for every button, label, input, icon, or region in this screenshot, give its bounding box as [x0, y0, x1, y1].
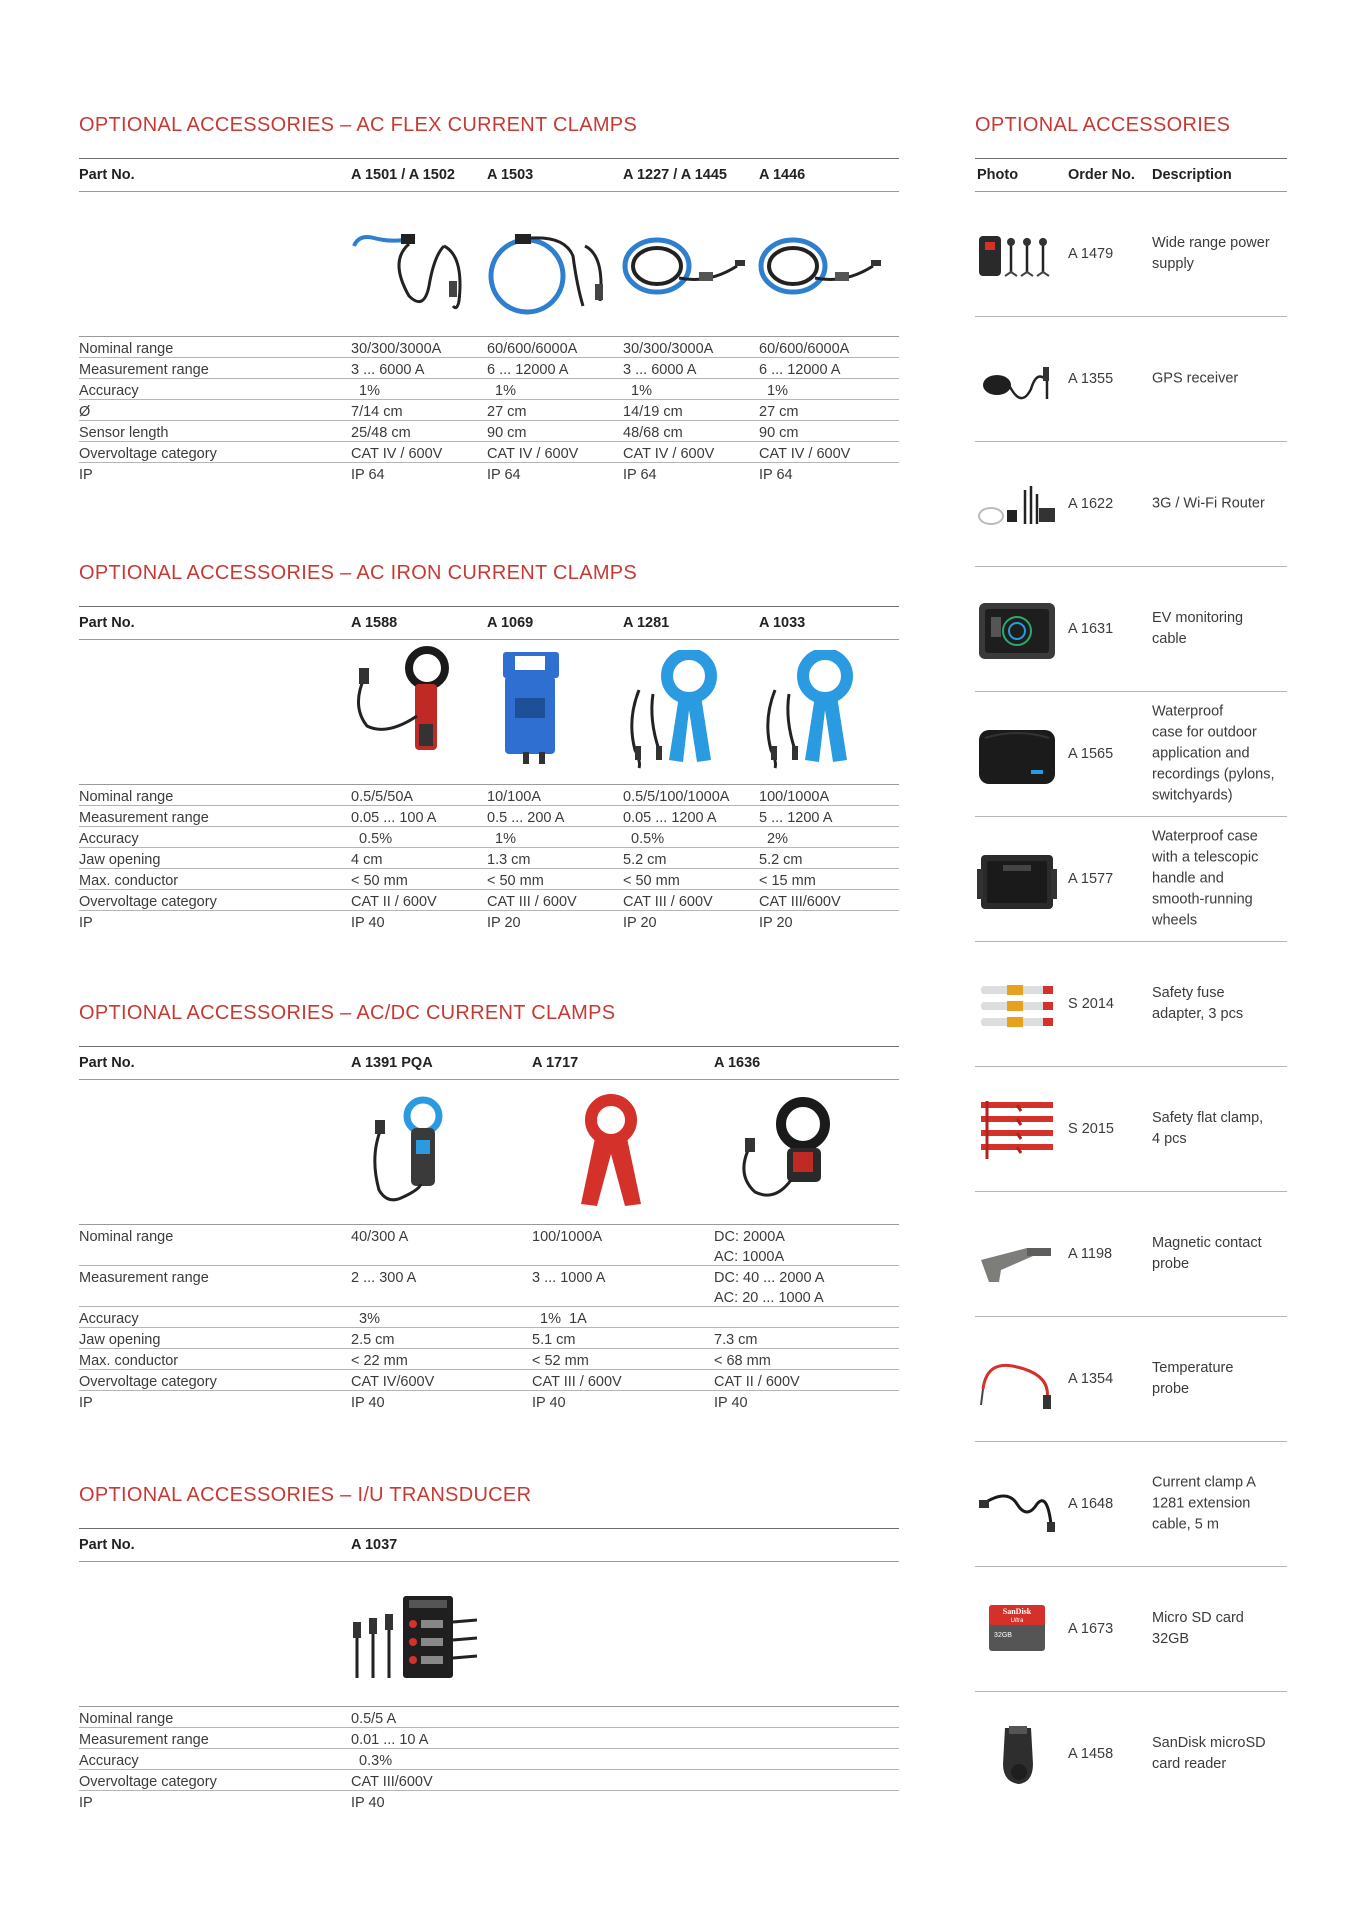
spec-row	[79, 806, 899, 827]
row-value: 1%	[351, 383, 381, 399]
iron-clamp-red-icon	[347, 646, 457, 776]
description: EV monitoring cable	[1152, 610, 1244, 647]
accessory-row	[975, 317, 1287, 442]
order-number: A 1565	[1068, 746, 1114, 762]
spec-row	[79, 1770, 899, 1791]
row-value: CAT II / 600V	[714, 1374, 800, 1390]
header-part-no: Part No.	[79, 615, 135, 631]
description: Safety flat clamp, 4 pcs	[1152, 1110, 1264, 1147]
spec-row	[79, 1391, 899, 1411]
row-value: 2.5 cm	[351, 1332, 395, 1348]
row-label: Nominal range	[79, 1711, 174, 1727]
spec-row	[79, 358, 899, 379]
row-value: 0.5/5/100/1000A	[623, 789, 730, 805]
order-number: S 2014	[1068, 996, 1114, 1012]
row-label: Overvoltage category	[79, 894, 217, 910]
row-value: 1%	[487, 831, 517, 847]
row-value: 5.2 cm	[759, 852, 803, 868]
row-label: Jaw opening	[79, 1332, 161, 1348]
description: GPS receiver	[1152, 370, 1239, 387]
row-value: CAT IV / 600V	[623, 446, 715, 462]
flex-spec-table	[79, 158, 899, 483]
row-label: Accuracy	[79, 1311, 139, 1327]
row-label: Sensor length	[79, 425, 169, 441]
row-value: < 50 mm	[623, 873, 680, 889]
description: SanDisk microSD card reader	[1152, 1735, 1266, 1772]
sd-card-icon	[977, 1599, 1057, 1663]
row-value: CAT III/600V	[351, 1774, 433, 1790]
spec-row	[79, 1370, 899, 1391]
row-value: 27 cm	[759, 404, 799, 420]
spec-row	[79, 463, 899, 483]
header-col: A 1227 / A 1445	[623, 167, 727, 183]
acdc-clamp-red-icon	[571, 1094, 651, 1210]
row-value: 40/300 A	[351, 1229, 409, 1245]
row-value: 0.05 ... 100 A	[351, 810, 437, 826]
card-reader-icon	[977, 1724, 1057, 1788]
spec-row	[79, 379, 899, 400]
row-value: 4 cm	[351, 852, 383, 868]
row-label: Measurement range	[79, 1732, 209, 1748]
order-number: A 1622	[1068, 496, 1114, 512]
header-photo: Photo	[977, 167, 1019, 183]
row-value: IP 64	[487, 467, 521, 483]
table-header	[79, 1529, 899, 1562]
spec-row	[79, 1328, 899, 1349]
row-value: 60/600/6000A	[759, 341, 850, 357]
row-value: 5.1 cm	[532, 1332, 576, 1348]
sd-line: Ultra	[1010, 1618, 1024, 1624]
row-value: 7.3 cm	[714, 1332, 758, 1348]
order-number: A 1631	[1068, 621, 1114, 637]
accessory-row	[975, 1567, 1287, 1692]
spec-row	[79, 1707, 899, 1728]
iron-spec-table	[79, 606, 899, 931]
row-value: CAT IV / 600V	[351, 446, 443, 462]
spec-row	[79, 911, 899, 931]
row-value: 14/19 cm	[623, 404, 683, 420]
description: Magnetic contact probe	[1152, 1235, 1262, 1272]
accessories-section-title: OPTIONAL ACCESSORIES	[975, 114, 1231, 136]
row-value: 6 ... 12000 A	[487, 362, 569, 378]
row-value: 7/14 cm	[351, 404, 403, 420]
order-number: A 1458	[1068, 1746, 1114, 1762]
row-value: 30/300/3000A	[623, 341, 714, 357]
product-photos	[79, 1562, 899, 1707]
row-value: < 50 mm	[487, 873, 544, 889]
row-label: Nominal range	[79, 341, 174, 357]
row-value: 2%	[759, 831, 789, 847]
order-number: A 1673	[1068, 1621, 1114, 1637]
header-description: Description	[1152, 167, 1232, 183]
row-label: Nominal range	[79, 789, 174, 805]
row-value: CAT III / 600V	[487, 894, 577, 910]
spec-row	[79, 827, 899, 848]
row-value: 90 cm	[487, 425, 527, 441]
row-label: Max. conductor	[79, 1353, 179, 1369]
row-value: 5.2 cm	[623, 852, 667, 868]
row-value: 3 ... 6000 A	[623, 362, 697, 378]
accessory-row	[975, 1317, 1287, 1442]
order-number: A 1355	[1068, 371, 1114, 387]
header-col: A 1033	[759, 615, 806, 631]
row-value: DC: 40 ... 2000 A AC: 20 ... 1000 A	[714, 1270, 825, 1306]
row-value: CAT II / 600V	[351, 894, 437, 910]
table-header	[975, 159, 1287, 192]
hard-case-icon	[977, 849, 1057, 913]
header-part-no: Part No.	[79, 1055, 135, 1071]
header-part-no: Part No.	[79, 167, 135, 183]
row-value: 100/1000A	[532, 1229, 603, 1245]
iron-clamp-blue-icon	[483, 648, 583, 768]
row-value: 1%	[487, 383, 517, 399]
row-value: 30/300/3000A	[351, 341, 442, 357]
row-value: 5 ... 1200 A	[759, 810, 833, 826]
flex-coil-blue-black-large-icon	[755, 226, 885, 306]
row-value: 1%	[623, 383, 653, 399]
spec-row	[79, 890, 899, 911]
row-value: 0.5/5 A	[351, 1711, 397, 1727]
header-col: A 1037	[351, 1537, 398, 1553]
row-value: < 68 mm	[714, 1353, 771, 1369]
product-photos	[79, 1080, 899, 1225]
row-value: 0.5%	[351, 831, 393, 847]
row-value: IP 40	[532, 1395, 566, 1411]
header-col: A 1588	[351, 615, 398, 631]
row-value: 3 ... 6000 A	[351, 362, 425, 378]
header-col: A 1636	[714, 1055, 761, 1071]
row-value: 0.5%	[623, 831, 665, 847]
sd-capacity: 32GB	[994, 1632, 1012, 1639]
row-value: CAT III/600V	[759, 894, 841, 910]
iron-section-title: OPTIONAL ACCESSORIES – AC IRON CURRENT CLAMPS	[79, 562, 638, 584]
accessory-row	[975, 1692, 1287, 1816]
accessories-table	[975, 158, 1287, 1816]
row-value: < 52 mm	[532, 1353, 589, 1369]
row-label: Nominal range	[79, 1229, 174, 1245]
row-label: Jaw opening	[79, 852, 161, 868]
spec-row	[79, 1266, 899, 1307]
order-number: A 1648	[1068, 1496, 1114, 1512]
accessory-row	[975, 817, 1287, 942]
temperature-probe-icon	[977, 1349, 1057, 1413]
row-label: Overvoltage category	[79, 1774, 217, 1790]
spec-row	[79, 1307, 899, 1328]
row-value: 1.3 cm	[487, 852, 531, 868]
row-label: IP	[79, 915, 93, 931]
accessory-row	[975, 1067, 1287, 1192]
order-number: S 2015	[1068, 1121, 1114, 1137]
row-value: DC: 2000A AC: 1000A	[714, 1229, 785, 1265]
description: Temperature probe	[1152, 1360, 1234, 1397]
header-col: A 1503	[487, 167, 534, 183]
description: Safety fuse adapter, 3 pcs	[1152, 985, 1244, 1022]
row-label: IP	[79, 467, 93, 483]
header-col: A 1281	[623, 615, 670, 631]
description: Micro SD card 32GB	[1152, 1610, 1244, 1647]
header-col: A 1501 / A 1502	[351, 167, 455, 183]
row-value: 0.01 ... 10 A	[351, 1732, 429, 1748]
router-icon	[977, 474, 1057, 538]
row-value: 27 cm	[487, 404, 527, 420]
flat-clamp-icon	[977, 1099, 1057, 1163]
row-label: Measurement range	[79, 362, 209, 378]
row-value: 2 ... 300 A	[351, 1270, 417, 1286]
row-value: IP 40	[351, 915, 385, 931]
description: Waterproof case for outdoor application and recordings (pylons, switchyards)	[1152, 703, 1275, 804]
row-value: 3%	[351, 1311, 381, 1327]
description: 3G / Wi-Fi Router	[1152, 495, 1265, 512]
row-value: 1%	[759, 383, 789, 399]
description: Waterproof case with a telescopic handle and smooth-running wheels	[1152, 828, 1259, 929]
row-label: Overvoltage category	[79, 446, 217, 462]
row-value: CAT IV / 600V	[759, 446, 851, 462]
flex-coil-black-icon	[349, 226, 479, 316]
row-value: 1% 1A	[532, 1311, 587, 1327]
sd-brand: SanDisk	[1002, 1607, 1032, 1616]
row-value: 25/48 cm	[351, 425, 411, 441]
accessory-row	[975, 192, 1287, 317]
header-part-no: Part No.	[79, 1537, 135, 1553]
spec-row	[79, 1728, 899, 1749]
spec-row	[79, 1791, 899, 1811]
row-value: 48/68 cm	[623, 425, 683, 441]
spec-row	[79, 1749, 899, 1770]
fuse-adapter-icon	[977, 974, 1057, 1038]
table-header	[79, 159, 899, 192]
soft-case-icon	[977, 724, 1057, 788]
row-value: CAT III / 600V	[623, 894, 713, 910]
spec-row	[79, 1225, 899, 1266]
row-label: Measurement range	[79, 810, 209, 826]
row-value: 0.5/5/50A	[351, 789, 414, 805]
row-label: Accuracy	[79, 1753, 139, 1769]
row-label: Measurement range	[79, 1270, 209, 1286]
row-value: IP 40	[351, 1795, 385, 1811]
acdc-clamp-large-icon	[731, 1094, 841, 1210]
row-label: IP	[79, 1395, 93, 1411]
description: Current clamp A 1281 extension cable, 5 m	[1152, 1474, 1256, 1533]
extension-cable-icon	[977, 1474, 1057, 1538]
iron-clamp-cyan-large-icon	[755, 650, 865, 770]
row-value: 100/1000A	[759, 789, 830, 805]
row-value: 60/600/6000A	[487, 341, 578, 357]
iu-section-title: OPTIONAL ACCESSORIES – I/U TRANSDUCER	[79, 1484, 532, 1506]
row-value: 0.5 ... 200 A	[487, 810, 565, 826]
spec-row	[79, 421, 899, 442]
order-number: A 1479	[1068, 246, 1114, 262]
acdc-section-title: OPTIONAL ACCESSORIES – AC/DC CURRENT CLAMPS	[79, 1002, 616, 1024]
row-value: < 50 mm	[351, 873, 408, 889]
row-value: IP 20	[487, 915, 521, 931]
table-header	[79, 607, 899, 640]
spec-row	[79, 337, 899, 358]
iron-clamp-cyan-icon	[619, 650, 729, 770]
row-value: < 15 mm	[759, 873, 816, 889]
row-label: IP	[79, 1795, 93, 1811]
row-label: Max. conductor	[79, 873, 179, 889]
spec-row	[79, 400, 899, 421]
description: Wide range power supply	[1152, 235, 1270, 272]
row-value: IP 40	[351, 1395, 385, 1411]
row-value: 3 ... 1000 A	[532, 1270, 606, 1286]
accessory-row	[975, 692, 1287, 817]
row-value: 90 cm	[759, 425, 799, 441]
row-value: CAT IV/600V	[351, 1374, 435, 1390]
iu-spec-table	[79, 1528, 899, 1811]
row-label: Overvoltage category	[79, 1374, 217, 1390]
row-value: 0.05 ... 1200 A	[623, 810, 717, 826]
row-value: < 22 mm	[351, 1353, 408, 1369]
header-col: A 1069	[487, 615, 534, 631]
row-value: 10/100A	[487, 789, 542, 805]
row-value: IP 40	[714, 1395, 748, 1411]
accessory-row	[975, 567, 1287, 692]
row-value: IP 20	[759, 915, 793, 931]
power-supply-icon	[977, 224, 1057, 288]
flex-coil-blue-black-icon	[619, 226, 749, 306]
row-label: Accuracy	[79, 383, 139, 399]
row-value: IP 64	[759, 467, 793, 483]
header-col: A 1717	[532, 1055, 579, 1071]
spec-row	[79, 848, 899, 869]
transducer-icon	[347, 1592, 487, 1682]
acdc-clamp-pqa-icon	[361, 1094, 461, 1210]
ev-cable-icon	[977, 599, 1057, 663]
order-number: A 1577	[1068, 871, 1114, 887]
row-label: Ø	[79, 404, 91, 420]
row-value: 6 ... 12000 A	[759, 362, 841, 378]
flex-section-title: OPTIONAL ACCESSORIES – AC FLEX CURRENT CLAMPS	[79, 114, 638, 136]
magnetic-probe-icon	[977, 1224, 1057, 1288]
accessory-row	[975, 1192, 1287, 1317]
header-order-no: Order No.	[1068, 167, 1135, 183]
row-value: IP 64	[623, 467, 657, 483]
flex-coil-blue-icon	[485, 226, 615, 316]
accessory-row	[975, 442, 1287, 567]
row-value: CAT III / 600V	[532, 1374, 622, 1390]
spec-row	[79, 1349, 899, 1370]
product-photos	[79, 640, 899, 785]
spec-row	[79, 869, 899, 890]
header-col: A 1446	[759, 167, 806, 183]
order-number: A 1354	[1068, 1371, 1114, 1387]
row-label: Accuracy	[79, 831, 139, 847]
row-value: IP 20	[623, 915, 657, 931]
accessory-row	[975, 942, 1287, 1067]
spec-row	[79, 785, 899, 806]
order-number: A 1198	[1068, 1246, 1113, 1262]
row-value: CAT IV / 600V	[487, 446, 579, 462]
row-value: IP 64	[351, 467, 385, 483]
row-value: 0.3%	[351, 1753, 393, 1769]
product-photos	[79, 192, 899, 337]
gps-receiver-icon	[977, 349, 1057, 413]
table-header	[79, 1047, 899, 1080]
accessory-row	[975, 1442, 1287, 1567]
acdc-spec-table	[79, 1046, 899, 1411]
header-col: A 1391 PQA	[351, 1055, 433, 1071]
spec-row	[79, 442, 899, 463]
